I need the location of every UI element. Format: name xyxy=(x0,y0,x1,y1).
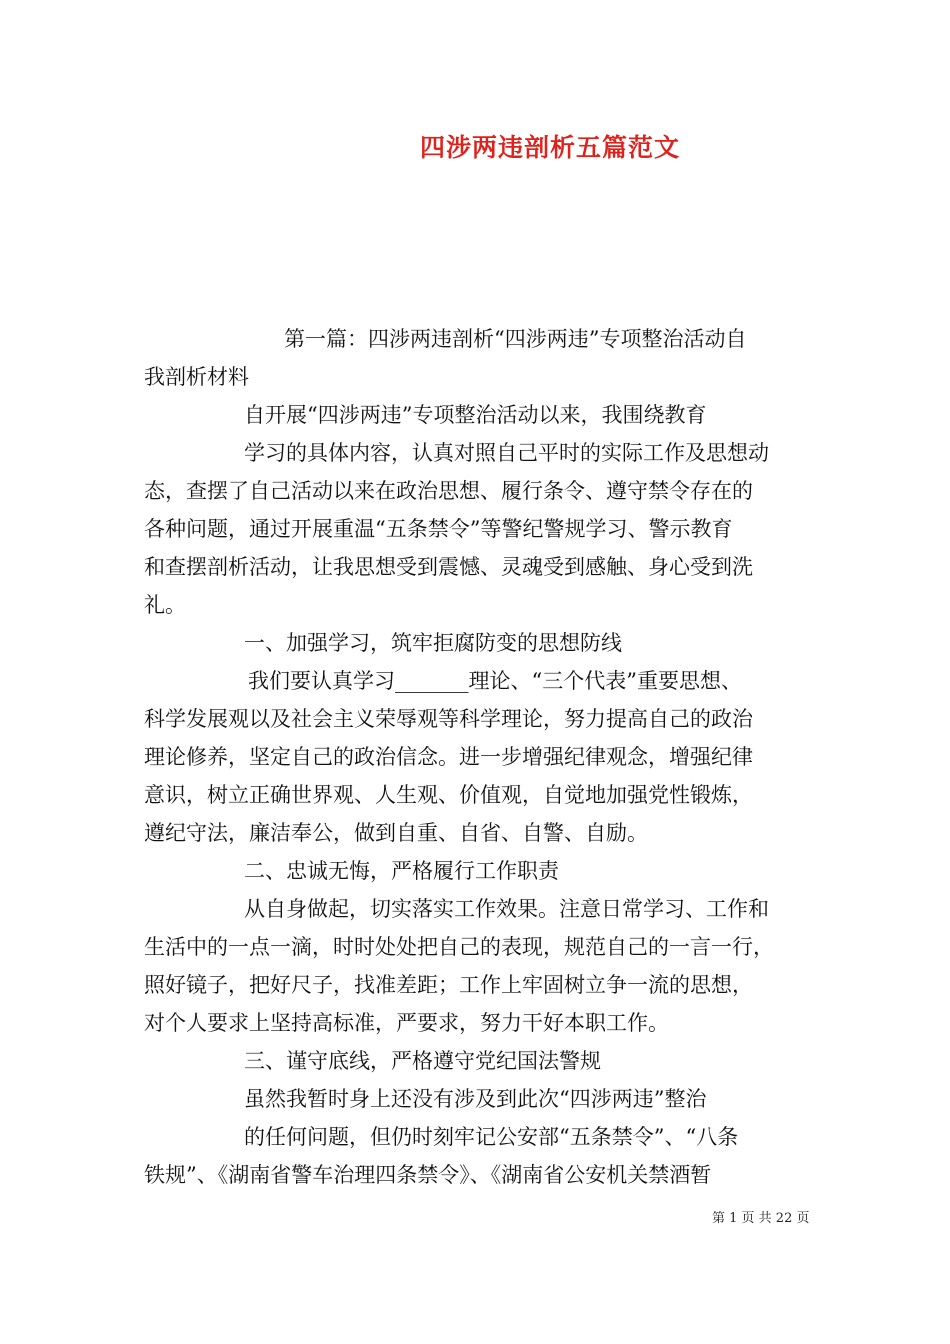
text-line: 自开展“四涉两违”专项整治活动以来，我围绕教育 xyxy=(244,403,707,427)
text-line: 态，查摆了自己活动以来在政治思想、履行条令、遵守禁令存在的 xyxy=(144,479,753,503)
text-line: 我剖析材料 xyxy=(144,365,249,389)
document-title: 四涉两违剖析五篇范文 xyxy=(419,133,680,162)
text-line: 遵纪守法，廉洁奉公，做到自重、自省、自警、自励。 xyxy=(144,821,648,845)
text-line: 礼。 xyxy=(144,593,186,617)
text-line: 铁规”、《湖南省警车治理四条禁令》、《湖南省公安机关禁酒暂 xyxy=(144,1163,712,1187)
section-heading: 一、加强学习，筑牢拒腐防变的思想防线 xyxy=(244,631,622,655)
text-line: 第一篇：四涉两违剖析“四涉两违”专项整治活动自 xyxy=(284,327,747,351)
text-line: 生活中的一点一滴，时时处处把自己的表现，规范自己的一言一行， xyxy=(144,935,774,959)
text-line: 对个人要求上坚持高标准，严要求，努力干好本职工作。 xyxy=(144,1011,669,1035)
text-line: 和查摆剖析活动，让我思想受到震憾、灵魂受到感触、身心受到洗 xyxy=(144,555,753,579)
page-number-footer: 第 1 页 共 22 页 xyxy=(712,1211,810,1226)
section-heading: 二、忠诚无悔，严格履行工作职责 xyxy=(244,859,559,883)
document-body xyxy=(144,320,812,1194)
text-line: 照好镜子，把好尺子，找准差距；工作上牢固树立争一流的思想， xyxy=(144,973,753,997)
text-line: 理论修养，坚定自己的政治信念。进一步增强纪律观念，增强纪律 xyxy=(144,745,753,769)
text-line: 虽然我暂时身上还没有涉及到此次“四涉两违”整治 xyxy=(244,1087,707,1111)
text-line: 各种问题，通过开展重温“五条禁令”等警纪警规学习、警示教育 xyxy=(144,517,733,541)
text-line: 科学发展观以及社会主义荣辱观等科学理论，努力提高自己的政治 xyxy=(144,707,753,731)
section-heading: 三、谨守底线，严格遵守党纪国法警规 xyxy=(244,1049,601,1073)
text-line: 学习的具体内容，认真对照自己平时的实际工作及思想动 xyxy=(244,441,769,465)
text-line: 意识，树立正确世界观、人生观、价值观，自觉地加强党性锻炼， xyxy=(144,783,753,807)
text-line: 的任何问题，但仍时刻牢记公安部“五条禁令”、“八条 xyxy=(244,1125,739,1149)
text-line: 我们要认真学习_______理论、“三个代表”重要思想、 xyxy=(248,669,742,693)
text-line: 从自身做起，切实落实工作效果。注意日常学习、工作和 xyxy=(244,897,769,921)
